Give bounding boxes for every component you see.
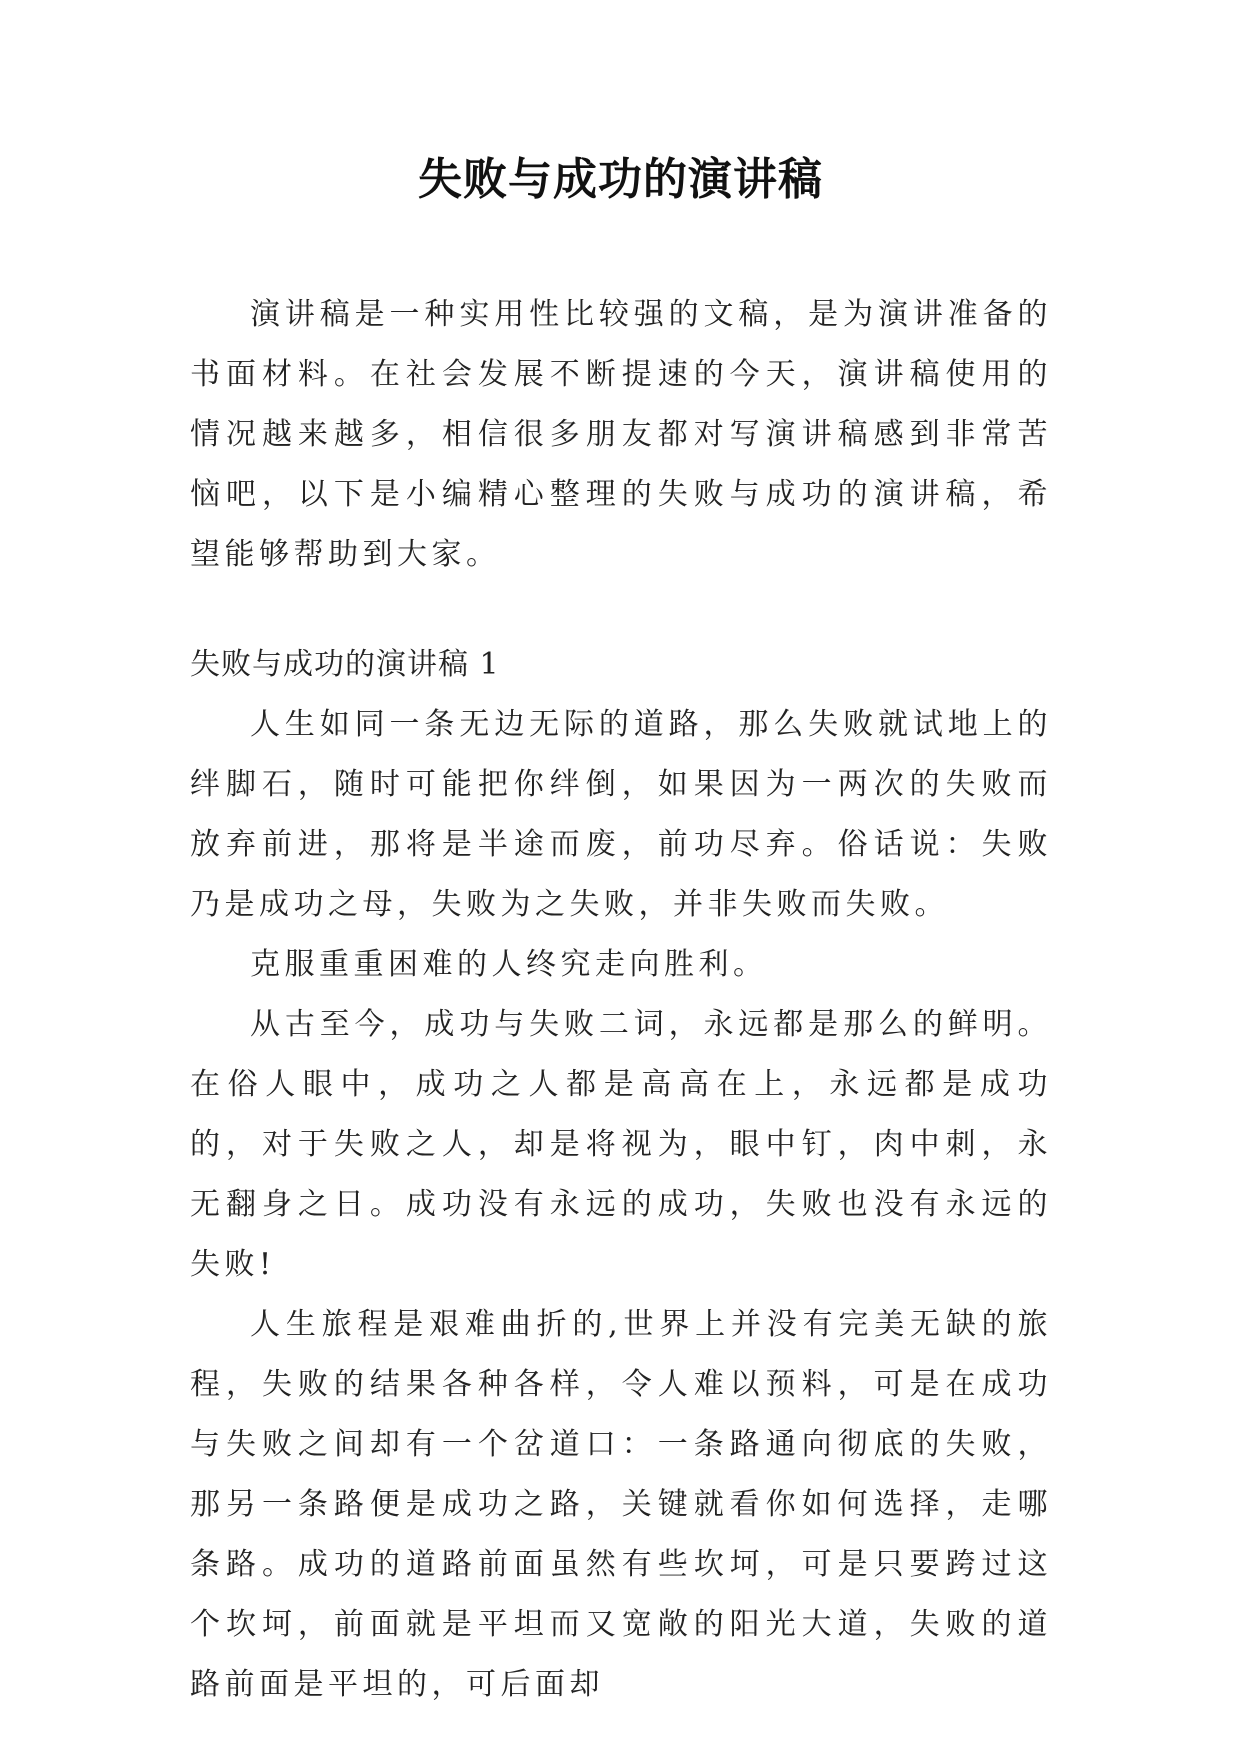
section-heading: 失败与成功的演讲稿 1 — [190, 647, 500, 682]
document-title: 失败与成功的演讲稿 — [418, 154, 823, 205]
body-paragraph: 克服重重困难的人终究走向胜利。 — [250, 947, 768, 982]
intro-paragraph: 演讲稿是一种实用性比较强的文稿，是为演讲准备的书面材料。在社会发展不断提速的今天，演讲稿使用的情况越来越多，相信很多朋友都对写演讲稿感到非常苦恼吧，以下是小编精心整理的失败与成功的演讲稿，希望能够帮助到大家。 — [190, 297, 1052, 572]
body-paragraph: 人生旅程是艰难曲折的,世界上并没有完美无缺的旅程，失败的结果各种各样，令人难以预料，可是在成功与失败之间却有一个岔道口：一条路通向彻底的失败，那另一条路便是成功之路，关键就看你如何选择，走哪条路。成功的道路前面虽然有些坎坷，可是只要跨过这个坎坷，前面就是平坦而又宽敞的阳光大道，失败的道路前面是平坦的，可后面却 — [190, 1307, 1052, 1702]
body-paragraph: 从古至今，成功与失败二词，永远都是那么的鲜明。在俗人眼中，成功之人都是高高在上，永远都是成功的，对于失败之人，却是将视为，眼中钉，肉中刺，永无翻身之日。成功没有永远的成功，失败也没有永远的失败! — [190, 1007, 1052, 1282]
section-1 — [190, 635, 1052, 1715]
intro-block — [190, 285, 1052, 585]
body-paragraph: 人生如同一条无边无际的道路，那么失败就试地上的绊脚石，随时可能把你绊倒，如果因为一两次的失败而放弃前进，那将是半途而废，前功尽弃。俗话说：失败乃是成功之母，失败为之失败，并非失败而失败。 — [190, 707, 1052, 922]
